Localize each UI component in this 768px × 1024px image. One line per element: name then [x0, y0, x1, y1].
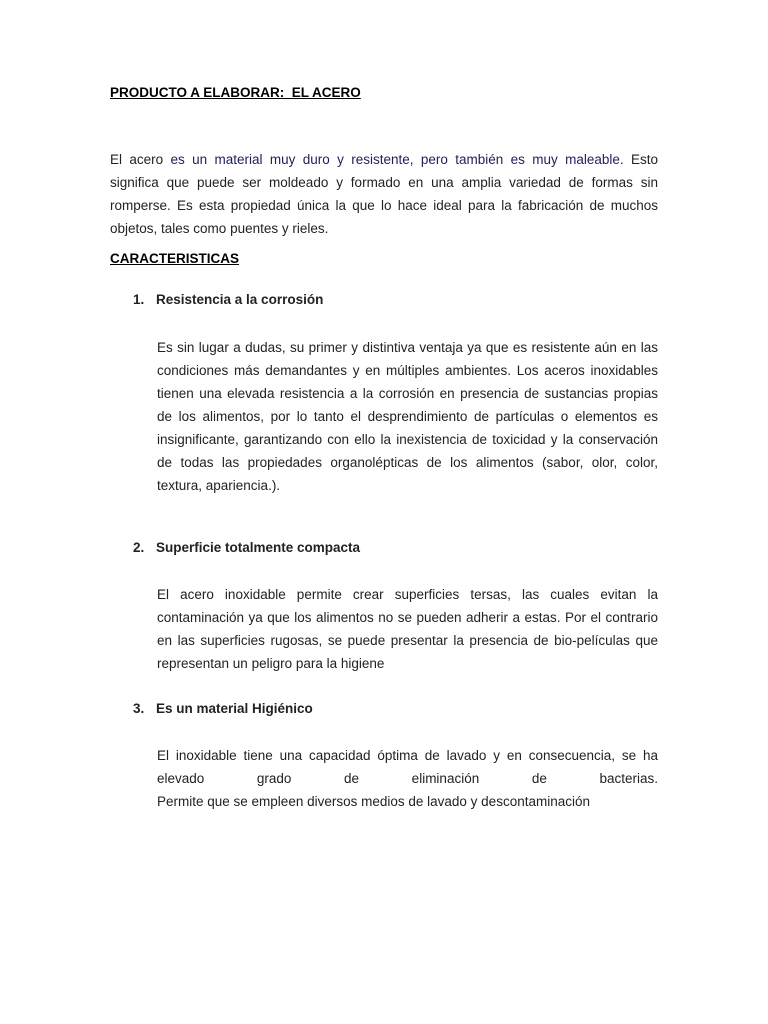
list-item-body-1: Es sin lugar a dudas, su primer y distintiva ventaja ya que es resistente aún en las condiciones más demandantes y en múltiples ambientes. Los aceros inoxidables tienen una elevada resistencia a la corrosión en presencia de sustancias propias de los alimentos, por lo tanto el desprendimiento de partículas o elementos es insignificante, garantizando con ello la inexistencia de toxicidad y la conservación de todas las propiedades organolépticas de los alimentos (sabor, olor, color, textura, apariencia.). [157, 340, 658, 493]
list-item-title-1 [133, 292, 323, 307]
list-item-body-3 [157, 744, 658, 813]
intro-highlight: es un material muy duro y resistente, pero también es muy maleable [170, 152, 620, 167]
list-item-title-3 [133, 701, 313, 716]
intro-text-start: El acero [110, 152, 171, 167]
list-item-heading: Es un material Higiénico [156, 701, 313, 716]
list-item-number: 1. [133, 292, 145, 307]
intro-paragraph [110, 148, 658, 240]
section-heading: CARACTERISTICAS [110, 251, 240, 266]
list-item-body-2: El acero inoxidable permite crear superficies tersas, las cuales evitan la contaminación ya que los alimentos no se pueden adherir a estas. Por el contrario en las superficies rugosas, se puede presentar la presencia de bio-películas que representan un peligro para la higiene [157, 587, 658, 671]
list-item-title-2 [133, 540, 360, 555]
list-item-body-line: Permite que se empleen diversos medios de lavado y descontaminación [157, 794, 590, 809]
list-item-number: 3. [133, 701, 145, 716]
intro-text-end: . Esto significa que puede ser moldeado y formado en una amplia variedad de formas sin romperse. Es esta propiedad única la que lo hace ideal para la fabricación de muchos objetos, tales como puentes y rieles. [110, 152, 658, 236]
list-item-heading: Superficie totalmente compacta [156, 540, 361, 555]
list-item-body-line: El inoxidable tiene una capacidad óptima de lavado y en consecuencia, se ha elevado grado de eliminación de bacterias. [157, 748, 658, 786]
list-item-number: 2. [133, 540, 145, 555]
list-item-heading: Resistencia a la corrosión [156, 292, 324, 307]
document-title: PRODUCTO A ELABORAR: EL ACERO [110, 85, 361, 100]
